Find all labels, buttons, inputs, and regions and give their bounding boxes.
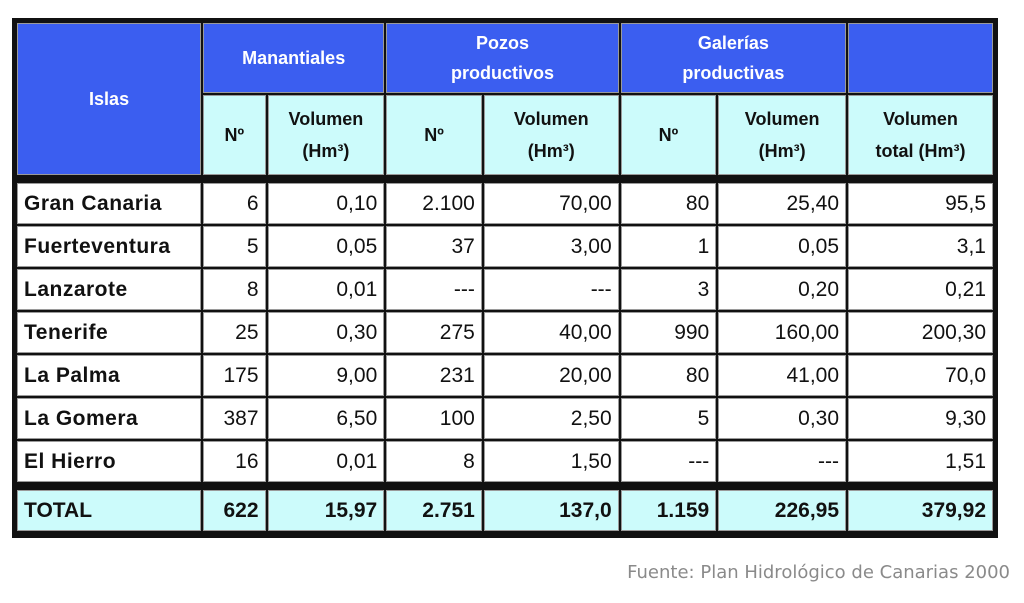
table-row <box>17 398 993 439</box>
total-volume: 200,30 <box>848 312 993 353</box>
man-n: 175 <box>203 355 265 396</box>
header-gal-vol-label: Volumen <box>744 109 820 129</box>
island-name: Gran Canaria <box>17 183 201 224</box>
poz-n: 37 <box>386 226 482 267</box>
total-volume: 3,1 <box>848 226 993 267</box>
total-volume: 9,30 <box>848 398 993 439</box>
total-volume: 95,5 <box>848 183 993 224</box>
poz-n: 100 <box>386 398 482 439</box>
gal-vol: 41,00 <box>718 355 846 396</box>
island-name: La Palma <box>17 355 201 396</box>
total-label: TOTAL <box>17 490 201 531</box>
header-man-vol <box>268 95 385 175</box>
total-volume: 70,0 <box>848 355 993 396</box>
total-row <box>17 490 993 531</box>
man-vol: 6,50 <box>268 398 385 439</box>
header-galerias-line2: productivas <box>682 63 785 83</box>
header-gal-vol-unit: (Hm³) <box>758 141 806 161</box>
man-vol: 9,00 <box>268 355 385 396</box>
header-poz-vol <box>484 95 619 175</box>
man-n: 5 <box>203 226 265 267</box>
gal-n: 3 <box>621 269 717 310</box>
header-gal-no: Nº <box>621 95 717 175</box>
island-name: Tenerife <box>17 312 201 353</box>
poz-n: 231 <box>386 355 482 396</box>
header-poz-no: Nº <box>386 95 482 175</box>
header-gal-vol <box>718 95 846 175</box>
gal-vol: 0,20 <box>718 269 846 310</box>
island-name: El Hierro <box>17 441 201 482</box>
poz-vol: 3,00 <box>484 226 619 267</box>
poz-vol: 40,00 <box>484 312 619 353</box>
water-resources-table-frame <box>12 18 998 538</box>
header-vol-total-line1: Volumen <box>883 109 958 129</box>
gal-n: --- <box>621 441 717 482</box>
header-vol-total <box>848 95 993 175</box>
header-total-blank <box>848 23 993 93</box>
gal-n: 80 <box>621 183 717 224</box>
man-vol: 0,01 <box>268 441 385 482</box>
header-manantiales: Manantiales <box>203 23 384 93</box>
gal-n: 1 <box>621 226 717 267</box>
table-row <box>17 269 993 310</box>
island-name: Lanzarote <box>17 269 201 310</box>
table-row <box>17 226 993 267</box>
header-galerias <box>621 23 846 93</box>
header-man-no: Nº <box>203 95 265 175</box>
poz-n: 8 <box>386 441 482 482</box>
gal-vol: 0,30 <box>718 398 846 439</box>
man-n: 8 <box>203 269 265 310</box>
table-row <box>17 355 993 396</box>
total-poz-vol: 137,0 <box>484 490 619 531</box>
total-gal-n: 1.159 <box>621 490 717 531</box>
poz-vol: 1,50 <box>484 441 619 482</box>
source-caption: Fuente: Plan Hidrológico de Canarias 2000 <box>627 562 1010 583</box>
total-man-vol: 15,97 <box>268 490 385 531</box>
header-poz-vol-unit: (Hm³) <box>527 141 575 161</box>
header-galerias-line1: Galerías <box>697 33 769 53</box>
total-poz-n: 2.751 <box>386 490 482 531</box>
header-islas: Islas <box>17 23 201 175</box>
header-pozos <box>386 23 618 93</box>
gal-n: 990 <box>621 312 717 353</box>
total-gal-vol: 226,95 <box>718 490 846 531</box>
table-row <box>17 312 993 353</box>
header-vol-total-line2: total (Hm³) <box>875 141 966 161</box>
total-volume: 1,51 <box>848 441 993 482</box>
poz-n: 2.100 <box>386 183 482 224</box>
table-row <box>17 441 993 482</box>
poz-vol: 20,00 <box>484 355 619 396</box>
island-name: La Gomera <box>17 398 201 439</box>
gal-vol: 160,00 <box>718 312 846 353</box>
poz-vol: 2,50 <box>484 398 619 439</box>
gal-n: 5 <box>621 398 717 439</box>
gal-vol: --- <box>718 441 846 482</box>
island-name: Fuerteventura <box>17 226 201 267</box>
man-vol: 0,30 <box>268 312 385 353</box>
total-man-n: 622 <box>203 490 265 531</box>
header-pozos-line1: Pozos <box>475 33 529 53</box>
man-n: 16 <box>203 441 265 482</box>
gal-vol: 25,40 <box>718 183 846 224</box>
man-vol: 0,01 <box>268 269 385 310</box>
header-man-vol-label: Volumen <box>288 109 364 129</box>
water-resources-table <box>15 21 995 533</box>
man-n: 6 <box>203 183 265 224</box>
total-volume: 379,92 <box>848 490 993 531</box>
header-poz-vol-label: Volumen <box>513 109 589 129</box>
gal-vol: 0,05 <box>718 226 846 267</box>
header-pozos-line2: productivos <box>450 63 554 83</box>
man-vol: 0,05 <box>268 226 385 267</box>
poz-n: 275 <box>386 312 482 353</box>
gal-n: 80 <box>621 355 717 396</box>
header-row-1 <box>17 23 993 93</box>
header-man-vol-unit: (Hm³) <box>302 141 350 161</box>
poz-n: --- <box>386 269 482 310</box>
table-body <box>17 183 993 482</box>
man-n: 25 <box>203 312 265 353</box>
poz-vol: --- <box>484 269 619 310</box>
man-n: 387 <box>203 398 265 439</box>
table-row <box>17 183 993 224</box>
poz-vol: 70,00 <box>484 183 619 224</box>
total-volume: 0,21 <box>848 269 993 310</box>
man-vol: 0,10 <box>268 183 385 224</box>
